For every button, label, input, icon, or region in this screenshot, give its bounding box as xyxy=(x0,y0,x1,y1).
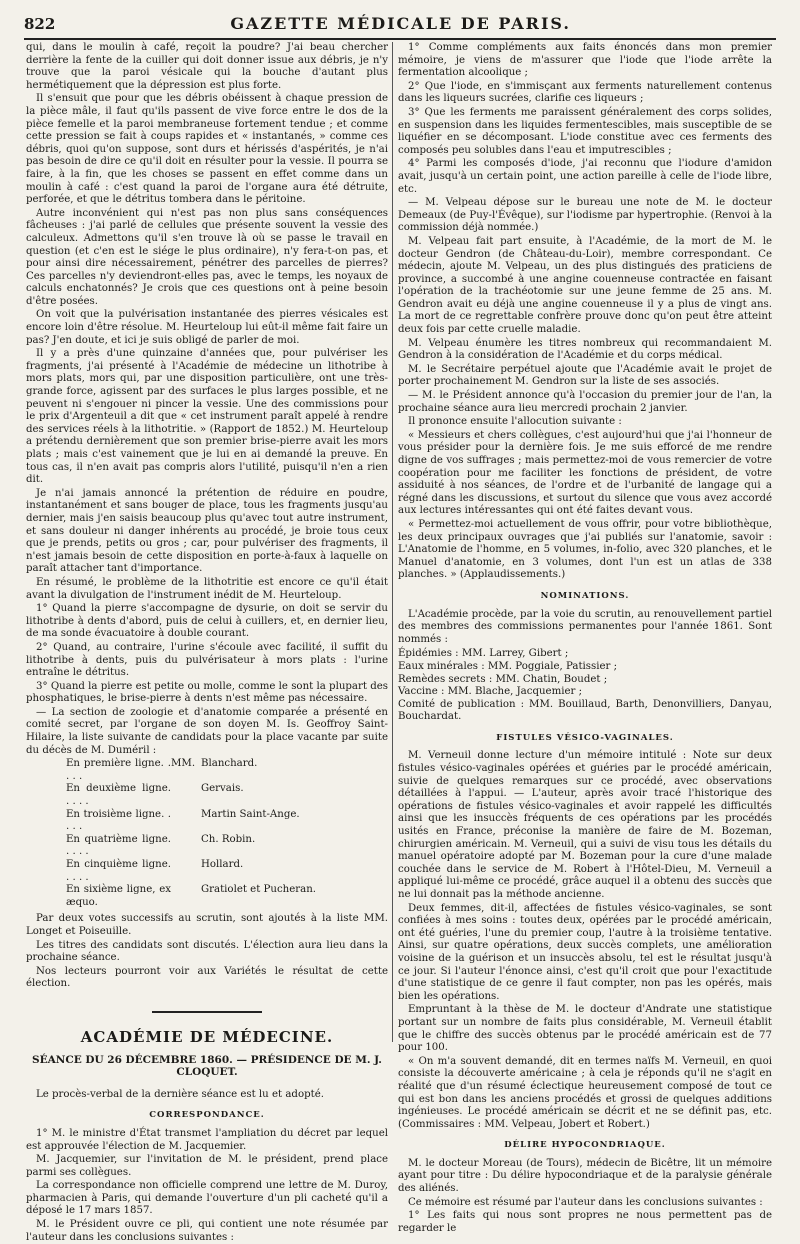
nomination-item: Remèdes secrets : MM. Chatin, Boudet ; xyxy=(398,673,608,685)
candidate-row xyxy=(66,884,388,909)
candidate-prefix xyxy=(171,809,201,834)
candidate-prefix: MM. xyxy=(171,758,196,770)
candidate-prefix xyxy=(171,783,201,808)
paragraph: En résumé, le problème de la lithotritie est encore ce qu'il était avant la divulgation de l'instrument inédit de M. Heurteloup. xyxy=(26,576,388,601)
paragraph: Deux femmes, dit-il, affectées de fistules vésico-vaginales, se sont confiées à mes soins : toutes deux, opérées par le procédé américain, ont été guéries, l'une du premier coup, l'autre à la troisième tentative. Ainsi, sur quatre opérations, deux succès complets, une amélioration voisine de la guérison et un insuccès absolu, tel est le résultat jusqu'à ce jour. Si l'auteur l'énonce ainsi, c'est qu'il croit que pour l'exactitude d'une statistique de ce genre il faut compter, non pas les opérés, mais bien les opérations. xyxy=(398,902,772,1002)
paragraph: Je n'ai jamais annoncé la prétention de réduire en poudre, instantanément et sans bouger de place, tous les fragments jusqu'au dernier, mais j'en saisis beaucoup plus qu'avec tout autre instrument, et sans douleur ni danger inhérents au procédé, je broie tous ceux que je prends, petits ou gros ; car, pour pulvériser des fragments, il n'est jamais besoin de cette disposition en porte-à-faux à laquelle on paraît attacher tant d'importance. xyxy=(26,487,388,575)
candidate-name: Blanchard. xyxy=(201,758,258,770)
paragraph: Il s'ensuit que pour que les débris obéissent à chaque pression de la pièce mâle, il faut qu'ils passent de vive force entre le dos de la pièce femelle et la paroi membraneuse fortement tendue ; et comme cette pression se fait à coups rapides et « instantanés, » comme ces débris, quoi qu'on suppose, sont durs et hérissés d'aspérités, je n'ai pas besoin de dire ce qu'il doit en résulter pour la vessie. Il pourra se faire, à la fin, que les choses se passent en effet comme dans un moulin à café : c'est quand la paroi de l'organe aura été détruite, perforée, et que le détritus tombera dans le péritoine. xyxy=(26,93,388,206)
quotation: « Permettez-moi actuellement de vous offrir, pour votre bibliothèque, les deux principaux ouvrages que j'ai publiés sur l'anatomie, savoir : L'Anatomie de l'homme, en 5 volumes, in-folio, avec 320 planches, et le Manuel d'anatomie, en 3 volumes, dont l'un est un atlas de 338 planches. » (Applaudissements.) xyxy=(398,518,772,581)
paragraph: 1° M. le ministre d'État transmet l'ampliation du décret par lequel est approuvée l'élection de M. Jacquemier. xyxy=(26,1127,388,1152)
candidate-name: Martin Saint-Ange. xyxy=(201,808,300,820)
paragraph: Les titres des candidats sont discutés. L'élection aura lieu dans la prochaine séance. xyxy=(26,939,388,964)
candidate-rank: En troisième ligne. . . . . xyxy=(66,808,171,833)
section-separator xyxy=(152,1011,262,1013)
paragraph: L'Académie procède, par la voie du scrutin, au renouvellement partiel des membres des commissions permanentes pour l'année 1861. Sont nommés : xyxy=(398,608,772,645)
correspondance-heading: CORRESPONDANCE. xyxy=(149,1110,265,1121)
candidate-rank: En cinquième ligne. . . . . xyxy=(66,859,171,883)
paragraph: Nos lecteurs pourront voir aux Variétés le résultat de cette élection. xyxy=(26,965,388,990)
paragraph: M. le Président ouvre ce pli, qui contient une note résumée par l'auteur dans les conclusions suivantes : xyxy=(26,1219,388,1243)
candidate-prefix xyxy=(171,834,201,859)
left-column xyxy=(26,42,388,1243)
paragraph: On voit que la pulvérisation instantanée des pierres vésicales est encore loin d'être résolue. M. Heurteloup lui eût-il même fait faire un pas? J'en doute, et ici je suis obligé de parler de moi. xyxy=(26,309,388,346)
candidate-rank: En deuxième ligne. . . . . xyxy=(66,783,171,808)
conclusion-item: 3° Quand la pierre est petite ou molle, comme le sont la plupart des phosphatiques, le brise-pierre à dents n'est même pas nécessaire. xyxy=(26,680,388,705)
paragraph: Empruntant à la thèse de M. le docteur d'Andrate une statistique portant sur un nombre de faits plus considérable, M. Verneuil établit que le chiffre des succès obtenus par le procédé américain est de 77 pour 100. xyxy=(398,1004,772,1054)
candidate-rank: En quatrième ligne. . . . . xyxy=(66,833,171,858)
candidate-row xyxy=(66,783,388,808)
candidate-name: Gervais. xyxy=(201,783,244,795)
delire-heading: DÉLIRE HYPOCONDRIAQUE. xyxy=(504,1140,666,1151)
paragraph: Ce mémoire est résumé par l'auteur dans les conclusions suivantes : xyxy=(408,1196,763,1208)
conclusion-item: 2° Que l'iode, en s'immisçant aux ferments naturellement contenus dans les liqueurs sucrées, clarifie ces liqueurs ; xyxy=(398,80,772,105)
fistules-heading: FISTULES VÉSICO-VAGINALES. xyxy=(496,732,674,743)
candidate-prefix xyxy=(171,884,201,909)
candidate-rank: En première ligne. . . . . xyxy=(66,758,171,782)
paragraph: qui, dans le moulin à café, reçoit la poudre? J'ai beau chercher derrière la fente de la cuiller qui doit donner issue aux débris, je n'y trouve que la paroi vésicale qui la bouche d'autant plus hermétiquement que la dépression est plus forte. xyxy=(26,42,388,91)
paragraph: Le procès-verbal de la dernière séance est lu et adopté. xyxy=(36,1088,324,1100)
paragraph: M. Jacquemier, sur l'invitation de M. le président, prend place parmi ses collègues. xyxy=(26,1154,388,1178)
page-header xyxy=(24,14,776,40)
conclusion-item: 1° Comme compléments aux faits énoncés dans mon premier mémoire, je viens de m'assurer que l'iode que l'iode arrête la fermentation alcoolique ; xyxy=(398,42,772,79)
conclusion-item: 3° Que les ferments me paraissent généralement des corps solides, en suspension dans les liquides fermentescibles, mais susceptible de se liquéfier en se décomposant. L'iode constitue avec ces ferments des composés peu solubles dans l'eau et imputrescibles ; xyxy=(398,106,772,156)
candidate-name: Gratiolet et Pucheran. xyxy=(201,884,317,896)
nominations-list xyxy=(398,648,772,724)
paragraph: — La section de zoologie et d'anatomie comparée a présenté en comité secret, par l'organe de son doyen M. Is. Geoffroy Saint-Hilaire, la liste suivante de candidats pour la place vacante par suite du décès de M. Duméril : xyxy=(26,706,388,756)
right-column xyxy=(398,42,772,1234)
conclusion-item: 4° Parmi les composés d'iode, j'ai reconnu que l'iodure d'amidon avait, jusqu'à un certain point, une action pareille à celle de l'iode libre, etc. xyxy=(398,158,772,195)
paragraph: La correspondance non officielle comprend une lettre de M. Duroy, pharmacien à Paris, qui demande l'ouverture d'un pli cacheté qu'il a déposé le 17 mars 1857. xyxy=(26,1180,388,1217)
paragraph: M. Velpeau fait part ensuite, à l'Académie, de la mort de M. le docteur Gendron (de Château-du-Loir), membre correspondant. Ce médecin, ajoute M. Velpeau, un des plus distingués des praticiens de province, a succombé à une angine couenneuse contractée en faisant l'opération de la trachéotomie sur une jeune femme de 25 ans. M. Gendron avait eu déjà une angine couenneuse il y a plus de vingt ans. La mort de ce regrettable confrère prouve donc qu'on peut être atteint deux fois par cette cruelle maladie. xyxy=(398,235,772,336)
paragraph: Par deux votes successifs au scrutin, sont ajoutés à la liste MM. Longet et Poiseuille. xyxy=(26,913,388,937)
nomination-item: Eaux minérales : MM. Poggiale, Patissier ; xyxy=(398,660,618,672)
paragraph: « On m'a souvent demandé, dit en termes naïfs M. Verneuil, en quoi consiste la découverte américaine ; à cela je réponds qu'il ne s'agit en réalité que d'un résumé éclectique heureusement composé de tout ce qui est bon dans les anciens procédés et grossi de quelques additions ingénieuses. Le procédé américain se décrit et ne se définit pas, etc. (Commissaires : MM. Velpeau, Jobert et Robert.) xyxy=(398,1055,772,1130)
nomination-item: Vaccine : MM. Blache, Jacquemier ; xyxy=(398,686,583,698)
candidate-list xyxy=(66,758,388,909)
seance-heading: SÉANCE DU 26 DÉCEMBRE 1860. — PRÉSIDENCE DE M. J. CLOQUET. xyxy=(32,1053,382,1079)
paragraph: — M. le Président annonce qu'à l'occasion du premier jour de l'an, la prochaine séance aura lieu mercredi prochain 2 janvier. xyxy=(398,390,772,414)
conclusion-item: 2° Quand, au contraire, l'urine s'écoule avec facilité, il suffit du lithotribe à dents, puis du pulvérisateur à mors plats : l'urine entraîne le détritus. xyxy=(26,641,388,679)
candidate-row xyxy=(66,809,388,834)
candidate-name: Ch. Robin. xyxy=(201,833,256,845)
paragraph: Autre inconvénient qui n'est pas non plus sans conséquences fâcheuses : j'ai parlé de cellules que présente souvent la vessie des calculeux. Admettons qu'il s'en trouve là où se passe le travail en question (et c'en est le siége le plus ordinaire), n'y fera-t-on pas, et pour ainsi dire nécessairement, pénétrer des parcelles de pierres? Ces parcelles n'y deviendront-elles pas, avec le temps, les noyaux de calculs enchatonnés? Je crois que ces questions ont à peine besoin d'être posées. xyxy=(26,207,388,307)
candidate-name: Hollard. xyxy=(201,859,244,870)
column-divider xyxy=(392,42,393,1042)
quotation: « Messieurs et chers collègues, c'est aujourd'hui que j'ai l'honneur de vous présider pour la dernière fois. Je me suis efforcé de me rendre digne de vos suffrages ; mais permettez-moi de vous remercier de votre coopération pour me faciliter les fonctions de président, de votre assiduité à nos séances, de l'ordre et de l'urbanité de langage qui a régné dans les discussions, et surtout du silence que vous avez accordé aux lectures intéressantes qui ont été faites devant vous. xyxy=(398,429,772,517)
conclusion-item: 1° Les faits qui nous sont propres ne nous permettent pas de regarder le xyxy=(398,1210,772,1234)
paragraph: M. le Secrétaire perpétuel ajoute que l'Académie avait le projet de porter prochainement M. Gendron sur la liste de ses associés. xyxy=(398,363,772,388)
academy-title: ACADÉMIE DE MÉDECINE. xyxy=(80,1027,334,1046)
candidate-row xyxy=(66,834,388,859)
journal-title: GAZETTE MÉDICALE DE PARIS. xyxy=(230,14,571,33)
candidate-rank: En sixième ligne, ex æquo. xyxy=(66,884,171,908)
paragraph: M. Verneuil donne lecture d'un mémoire intitulé : Note sur deux fistules vésico-vaginales opérées et guéries par le procédé américain, suivie de quelques remarques sur ce procédé, avec observations détaillées à l'appui. — L'auteur, après avoir tracé l'historique des opérations de fistules vésico-vaginales et avoir rappelé les difficultés ainsi que les insuccès fréquents de ces opérations par les procédés usités en France, préconise la manière de faire de M. Bozeman, chirurgien américain. M. Verneuil, qui a suivi de visu tous les détails du manuel opératoire adopté par M. Bozeman pour la cure d'une malade couchée dans le service de M. Robert à l'Hôtel-Dieu, M. Verneuil a appliqué lui-même ce procédé, grâce auquel il a obtenu des succès que ne lui donnait pas la méthode ancienne. xyxy=(398,750,772,900)
conclusion-item: 1° Quand la pierre s'accompagne de dysurie, on doit se servir du lithotribe à dents d'abord, puis de celui à cuillers, et, en dernier lieu, de ma sonde évacuatoire à double courant. xyxy=(26,603,388,640)
paragraph: M. le docteur Moreau (de Tours), médecin de Bicêtre, lit un mémoire ayant pour titre : Du délire hypocondriaque et de la paralysie générale des aliénés. xyxy=(398,1157,772,1195)
paragraph: Il y a près d'une quinzaine d'années que, pour pulvériser les fragments, j'ai présenté à l'Académie de médecine un lithotribe à mors plats, mors qui, par une disposition particulière, ont une très-grande force, agissent par des surfaces le plus larges possible, et ne peuvent ni s'engouer ni pincer la vessie. Une des commissions pour le prix d'Argenteuil a dit que « cet instrument paraît appelé à rendre des services réels à la lithotritie. » (Rapport de 1852.) M. Heurteloup a prétendu dernièrement que son premier brise-pierre avait les mors plats ; mais c'est vainement que je lui en ai demandé la preuve. En tous cas, il n'en avait pas compris alors l'utilité, puisqu'il n'en a rien dit. xyxy=(26,348,388,486)
candidate-prefix xyxy=(171,859,201,884)
nominations-heading: NOMINATIONS. xyxy=(540,590,630,601)
nomination-item: Épidémies : MM. Larrey, Gibert ; xyxy=(398,648,569,660)
candidate-row xyxy=(66,758,388,783)
paragraph: Il prononce ensuite l'allocution suivante : xyxy=(408,416,622,428)
page-number: 822 xyxy=(24,15,56,33)
paragraph: M. Velpeau énumère les titres nombreux qui recommandaient M. Gendron à la considération de l'Académie et du corps médical. xyxy=(398,337,772,362)
candidate-row xyxy=(66,859,388,884)
nomination-item: Comité de publication : MM. Bouillaud, Barth, Denonvilliers, Danyau, Bouchardat. xyxy=(398,698,772,723)
paragraph: — M. Velpeau dépose sur le bureau une note de M. le docteur Demeaux (de Puy-l'Évêque), sur l'iodisme par hypertrophie. (Renvoi à la commission déjà nommée.) xyxy=(398,197,772,234)
